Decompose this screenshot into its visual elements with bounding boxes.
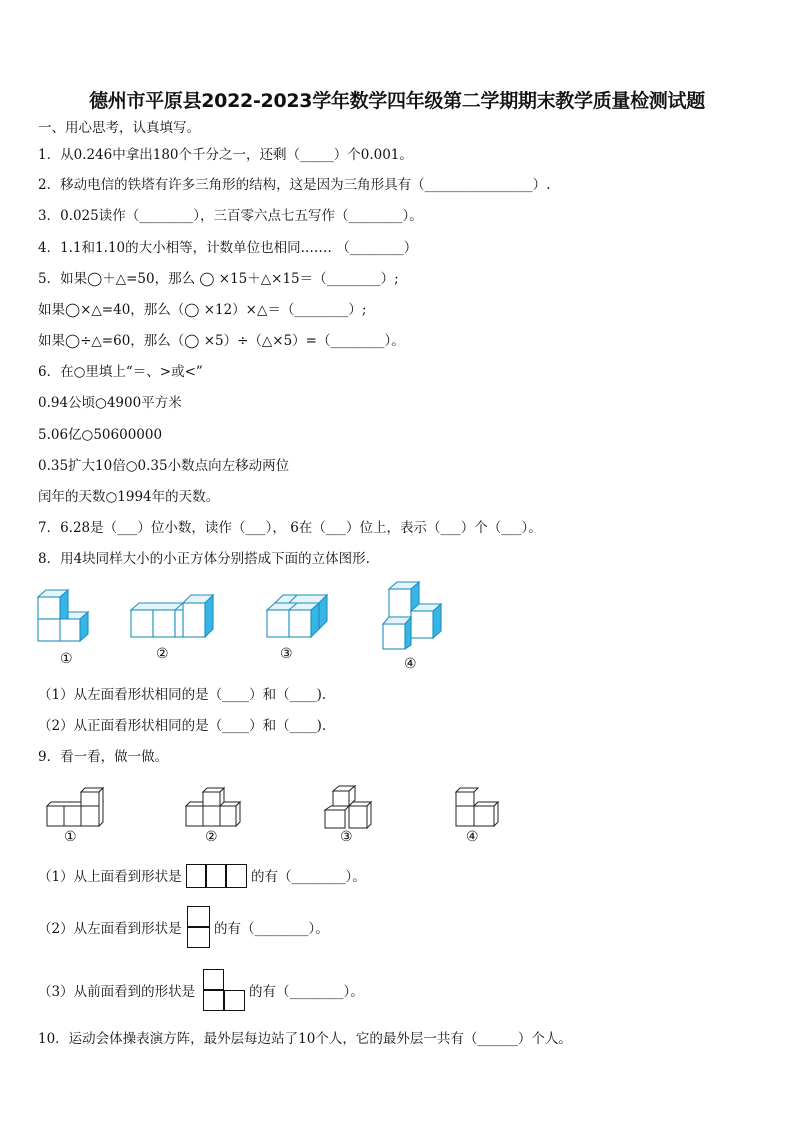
q8-label-1: ①: [60, 651, 73, 667]
question-9-2-prefix: （2）从左面看到形状是: [38, 921, 182, 937]
front-view-square: [203, 990, 224, 1011]
question-9-3-prefix: （3）从前面看到的形状是: [38, 984, 196, 1000]
question-6a: 0.94公顷○4900平方米: [38, 395, 182, 411]
q9-figure-3: [325, 786, 375, 830]
question-5c: 如果◯÷△=60，那么（◯ ×5）÷（△×5）=（________）。: [38, 333, 405, 349]
question-8: 8．用4块同样大小的小正方体分别搭成下面的立体图形.: [38, 551, 370, 567]
q9-label-2: ②: [205, 829, 218, 845]
section-heading: 一、用心思考，认真填写。: [38, 120, 200, 136]
question-8-1: （1）从左面看形状相同的是（____）和（____).: [38, 687, 327, 703]
q9-figure-2: [186, 788, 244, 828]
question-9-3-suffix: 的有（________）。: [249, 984, 364, 1000]
top-view-square: [206, 864, 226, 888]
q9-figure-1: [47, 788, 107, 828]
page-title: 德州市平原县2022-2023学年数学四年级第二学期期末教学质量检测试题: [89, 90, 705, 112]
top-view-square: [226, 864, 247, 888]
question-8-2: （2）从正面看形状相同的是（____）和（____).: [38, 718, 327, 734]
q8-figure-1: [38, 586, 98, 642]
q8-figure-3: [267, 593, 329, 639]
question-7: 7．6.28是（___）位小数，读作（___）， 6在（___）位上，表示（___）个（___）。: [38, 520, 542, 536]
q8-figure-4: [383, 581, 443, 651]
question-1: 1．从0.246中拿出180个千分之一，还剩（_____）个0.001。: [38, 147, 413, 163]
question-6d: 闰年的天数○1994年的天数。: [38, 489, 220, 505]
question-9-1-suffix: 的有（________）。: [251, 869, 366, 885]
q8-label-2: ②: [156, 646, 169, 662]
question-3: 3．0.025读作（________），三百零六点七五写作（________）。: [38, 208, 423, 224]
question-9: 9．看一看，做一做。: [38, 749, 169, 765]
front-view-square: [224, 990, 245, 1011]
question-5b: 如果◯×△=40，那么（◯ ×12）×△＝（________）;: [38, 302, 367, 318]
question-6: 6．在○里填上“＝、>或<”: [38, 364, 203, 380]
question-5a: 5．如果◯＋△=50，那么 ◯ ×15＋△×15＝（________）;: [38, 271, 399, 287]
question-10: 10．运动会体操表演方阵，最外层每边站了10个人，它的最外层一共有（______）个人。: [38, 1031, 572, 1047]
question-9-2-suffix: 的有（________）。: [214, 921, 329, 937]
top-view-square: [186, 864, 206, 888]
left-view-square: [187, 906, 210, 927]
q9-figure-4: [456, 788, 502, 828]
q8-label-3: ③: [280, 646, 293, 662]
q9-label-1: ①: [64, 829, 77, 845]
front-view-square: [203, 969, 224, 990]
question-4: 4．1.1和1.10的大小相等，计数单位也相同.…… （________）: [38, 240, 418, 256]
q8-label-4: ④: [404, 656, 417, 672]
q9-label-3: ③: [340, 829, 353, 845]
q9-label-4: ④: [466, 829, 479, 845]
left-view-square: [187, 927, 210, 948]
question-6b: 5.06亿○50600000: [38, 427, 163, 443]
question-6c: 0.35扩大10倍○0.35小数点向左移动两位: [38, 458, 290, 474]
question-2: 2．移动电信的铁塔有许多三角形的结构，这是因为三角形具有（________________）.: [38, 177, 551, 193]
question-9-1-prefix: （1）从上面看到形状是: [38, 869, 182, 885]
q8-figure-2: [131, 593, 215, 639]
